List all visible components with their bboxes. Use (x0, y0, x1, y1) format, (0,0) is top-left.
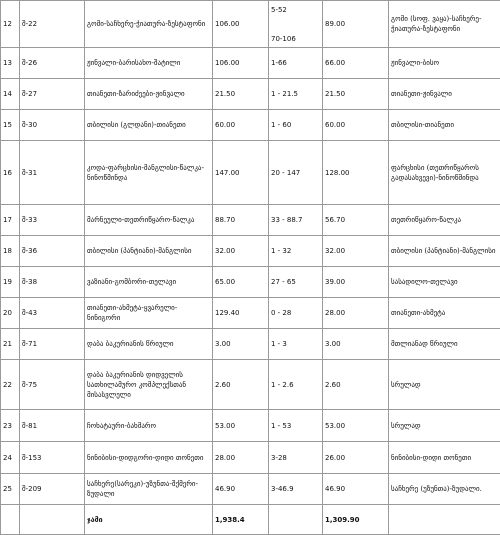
road-name: გომი-საჩხერე-ჭიათურა-ზესტაფონი (85, 1, 213, 48)
road-code: შ-71 (20, 329, 85, 360)
section-length: 32.00 (323, 236, 389, 267)
table-row (1, 442, 500, 474)
km-range (269, 236, 323, 267)
section-length: 89.00 (323, 1, 389, 48)
road-length: 28.00 (213, 442, 269, 474)
table-row (1, 1, 500, 48)
section-description: საჩხერე (უზუნთა)-ზუდალი. (389, 474, 500, 505)
row-number: 12 (1, 1, 20, 48)
km-range (269, 267, 323, 298)
km-range-line: 5-52 (271, 5, 320, 15)
table-row (1, 474, 500, 505)
row-number: 22 (1, 360, 20, 410)
km-range (269, 1, 323, 48)
km-range (269, 442, 323, 474)
road-length: 3.00 (213, 329, 269, 360)
road-name: საჩხერე(სარეკი)-უზუნთა-შქმერი-ზუდალი (85, 474, 213, 505)
road-length: 60.00 (213, 110, 269, 141)
row-number: 21 (1, 329, 20, 360)
road-name: ვაზიანი-გომბორი-თელავი (85, 267, 213, 298)
section-description: თბილისი (პანტიანი)-მანგლისი (389, 236, 500, 267)
row-number: 17 (1, 205, 20, 236)
section-description: თბილისი-თიანეთი (389, 110, 500, 141)
table-row (1, 48, 500, 79)
road-code: შ-31 (20, 141, 85, 205)
km-range (269, 48, 323, 79)
road-name: ჟინვალი-ბარისახო-შატილი (85, 48, 213, 79)
section-length: 56.70 (323, 205, 389, 236)
road-name: ჩოხატაური-ბახმარო (85, 410, 213, 442)
km-range (269, 141, 323, 205)
km-range-line: 3-28 (271, 453, 320, 463)
road-name: კოდა-ფარცხისი-მანგლისი-წალკა-ნინოწმინდა (85, 141, 213, 205)
road-length: 106.00 (213, 1, 269, 48)
km-range-line: 27 - 65 (271, 277, 320, 287)
table-row (1, 141, 500, 205)
road-length: 88.70 (213, 205, 269, 236)
road-code: შ-30 (20, 110, 85, 141)
road-length: 32.00 (213, 236, 269, 267)
total-label: ჯამი (85, 505, 213, 535)
row-number: 16 (1, 141, 20, 205)
km-range-line: 0 - 28 (271, 308, 320, 318)
road-code: შ-153 (20, 442, 85, 474)
road-length: 147.00 (213, 141, 269, 205)
row-number: 19 (1, 267, 20, 298)
road-code: შ-22 (20, 1, 85, 48)
table-row (1, 410, 500, 442)
road-length: 106.00 (213, 48, 269, 79)
km-range-line: 1 - 21.5 (271, 89, 320, 99)
road-name: თიანეთი-ახმეტა-ყვარელი-ნინიგორი (85, 298, 213, 329)
km-range (269, 205, 323, 236)
km-range-line: 20 - 147 (271, 168, 320, 178)
row-number: 20 (1, 298, 20, 329)
road-code: შ-43 (20, 298, 85, 329)
section-description: ფარცხისი (თეთრიწყაროს გადასახვევი)-ნინოწმინდა (389, 141, 500, 205)
road-code: შ-36 (20, 236, 85, 267)
road-length: 53.00 (213, 410, 269, 442)
road-code: შ-33 (20, 205, 85, 236)
row-number: 15 (1, 110, 20, 141)
table-row (1, 267, 500, 298)
section-length: 60.00 (323, 110, 389, 141)
km-range (269, 410, 323, 442)
road-length: 65.00 (213, 267, 269, 298)
section-length: 53.00 (323, 410, 389, 442)
section-description: თიანეთი-ჟინვალი (389, 79, 500, 110)
section-length: 3.00 (323, 329, 389, 360)
road-name: დაბა ბაკურიანის დიდველის სათხილამურო კომპლექსთან მისასვლელი (85, 360, 213, 410)
section-length: 28.00 (323, 298, 389, 329)
row-number: 14 (1, 79, 20, 110)
road-code: შ-27 (20, 79, 85, 110)
km-range (269, 360, 323, 410)
road-length: 21.50 (213, 79, 269, 110)
road-name: თბილისი (პანტიანი)-მანგლისი (85, 236, 213, 267)
road-table-body (1, 1, 500, 535)
section-length: 128.00 (323, 141, 389, 205)
km-range-line: 1 - 32 (271, 246, 320, 256)
km-range-line: 70-106 (271, 34, 320, 44)
section-description: სასადილო-თელავი (389, 267, 500, 298)
km-range (269, 79, 323, 110)
section-length: 2.60 (323, 360, 389, 410)
row-number: 24 (1, 442, 20, 474)
road-length: 46.90 (213, 474, 269, 505)
road-name: ნინიბისი-დიდგორი-დიდი თონეთი (85, 442, 213, 474)
row-number: 23 (1, 410, 20, 442)
km-range-line: 1-66 (271, 58, 320, 68)
total-length: 1,938.4 (213, 505, 269, 535)
table-row (1, 110, 500, 141)
section-description: სრულად (389, 410, 500, 442)
km-range-line: 1 - 2.6 (271, 380, 320, 390)
table-row (1, 360, 500, 410)
road-name: თბილისი (გლდანი)-თიანეთი (85, 110, 213, 141)
road-name: დაბა ბაკურიანის წრიული (85, 329, 213, 360)
section-length: 21.50 (323, 79, 389, 110)
row-number: 13 (1, 48, 20, 79)
section-description: ნინიბისი-დიდი თონეთი (389, 442, 500, 474)
road-code: შ-75 (20, 360, 85, 410)
km-range (269, 298, 323, 329)
table-row (1, 329, 500, 360)
km-range-line: 1 - 53 (271, 421, 320, 431)
km-range-line: 3-46.9 (271, 484, 320, 494)
road-length: 2.60 (213, 360, 269, 410)
section-description: მთლიანად წრიული (389, 329, 500, 360)
km-range-line: 33 - 88.7 (271, 215, 320, 225)
table-row (1, 298, 500, 329)
row-number: 25 (1, 474, 20, 505)
table-row (1, 236, 500, 267)
section-length: 46.90 (323, 474, 389, 505)
km-range (269, 110, 323, 141)
road-code: შ-38 (20, 267, 85, 298)
section-description: თეთრიწყარო-წალკა (389, 205, 500, 236)
road-name: თიანეთი-ზარიძეები-ჟინვალი (85, 79, 213, 110)
section-length: 39.00 (323, 267, 389, 298)
road-code: შ-81 (20, 410, 85, 442)
section-description: ჟინვალი-ბისო (389, 48, 500, 79)
total-section-length: 1,309.90 (323, 505, 389, 535)
section-length: 26.00 (323, 442, 389, 474)
km-range-line: 1 - 60 (271, 120, 320, 130)
section-description: თიანეთი-ახმეტა (389, 298, 500, 329)
section-description: გომი (სოფ. ვაყა)-საჩხერე-ჭიათურა-ზესტაფონი (389, 1, 500, 48)
road-code: შ-26 (20, 48, 85, 79)
road-code: შ-209 (20, 474, 85, 505)
table-row (1, 79, 500, 110)
km-range-line: 1 - 3 (271, 339, 320, 349)
section-description: სრულად (389, 360, 500, 410)
road-length: 129.40 (213, 298, 269, 329)
km-range (269, 329, 323, 360)
row-number: 18 (1, 236, 20, 267)
table-row (1, 205, 500, 236)
road-name: მარნეული-თეთრიწყარო-წალკა (85, 205, 213, 236)
km-range (269, 474, 323, 505)
section-length: 66.00 (323, 48, 389, 79)
